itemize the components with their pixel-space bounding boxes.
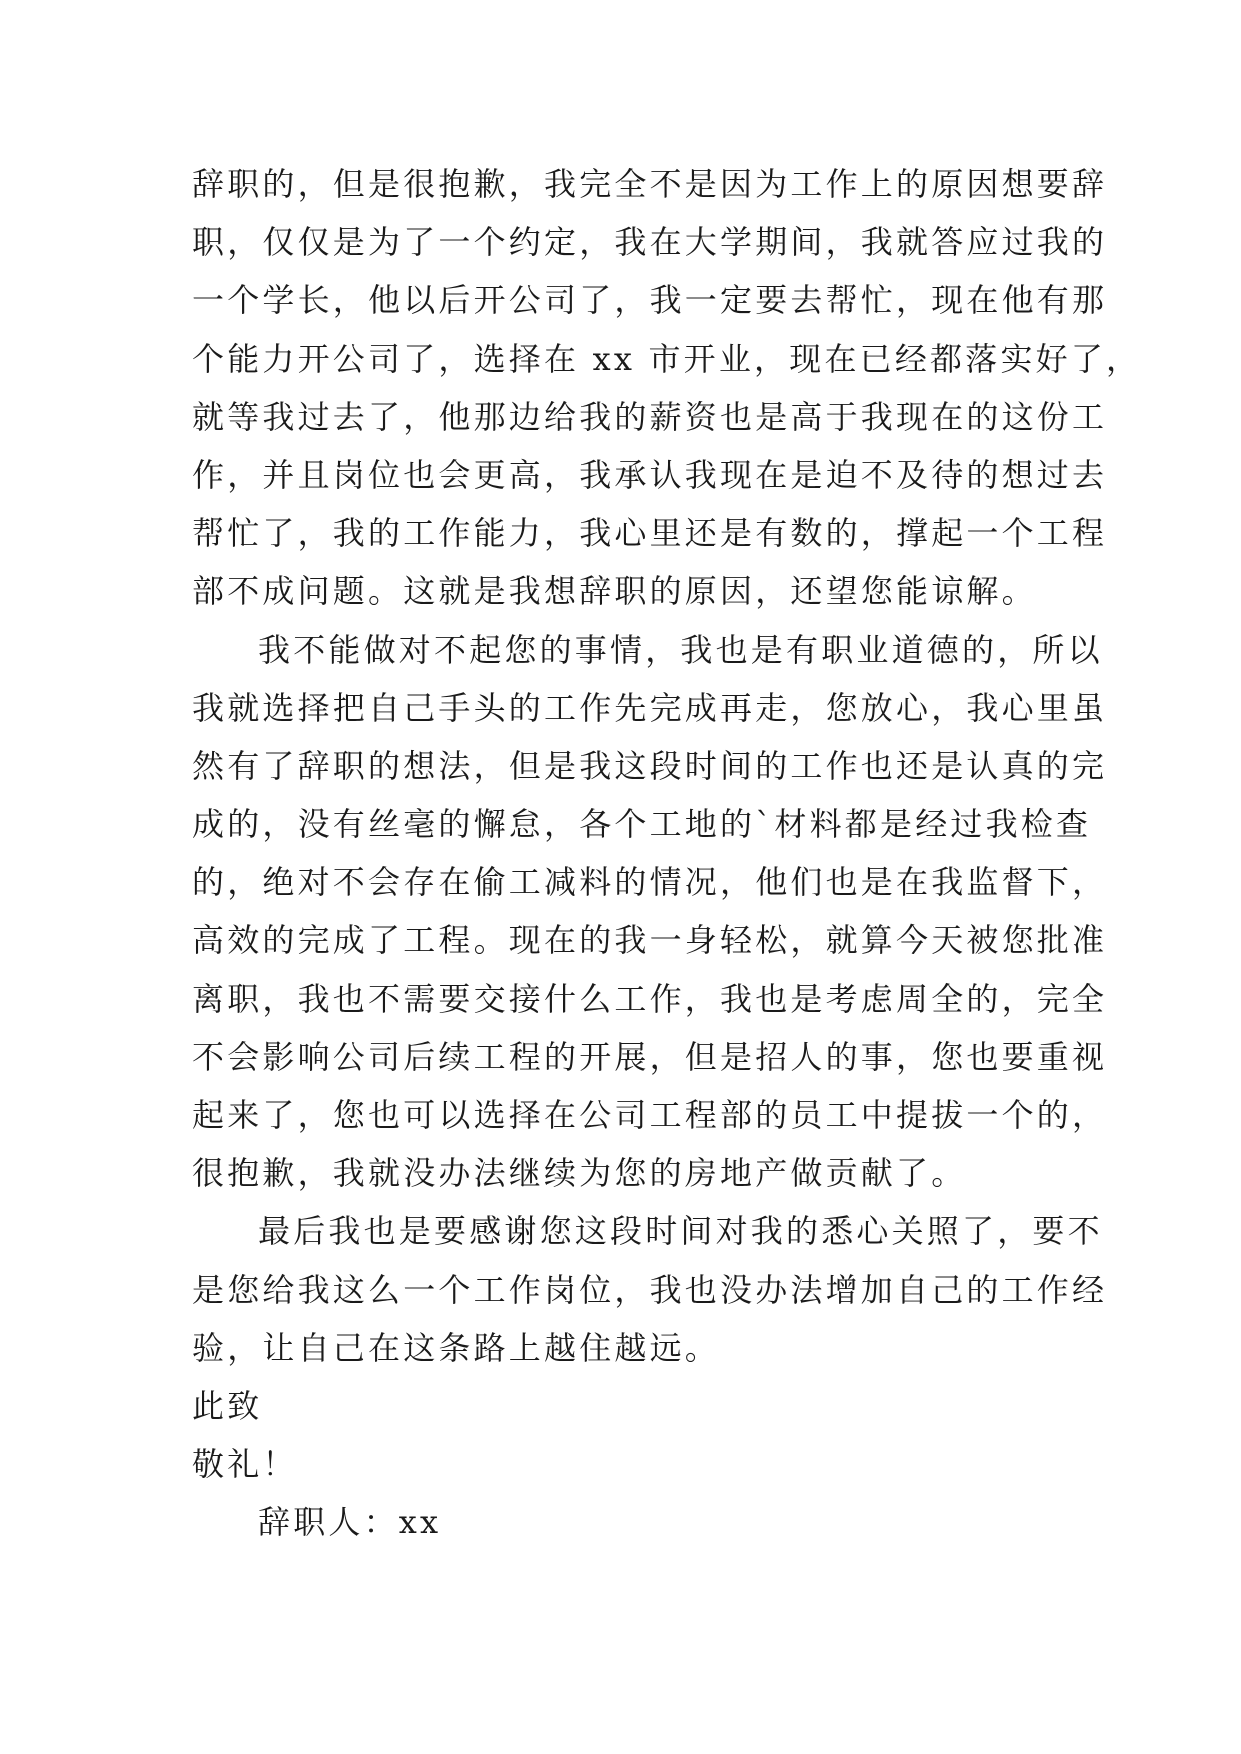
paragraph-2-line: 离职，我也不需要交接什么工作，我也是考虑周全的，完全 — [192, 979, 1108, 1018]
paragraph-3-line: 验，让自己在这条路上越住越远。 — [192, 1328, 721, 1367]
letter-body — [192, 155, 1142, 1552]
paragraph-1-line: 一个学长，他以后开公司了，我一定要去帮忙，现在他有那 — [192, 281, 1108, 320]
paragraph-3-line: 最后我也是要感谢您这段时间对我的悉心关照了，要不 — [258, 1212, 1103, 1251]
paragraph-1-line: 帮忙了，我的工作能力，我心里还是有数的，撑起一个工程 — [192, 514, 1108, 553]
paragraph-1-line: 辞职的，但是很抱歉，我完全不是因为工作上的原因想要辞 — [192, 165, 1108, 203]
paragraph-2-line: 起来了，您也可以选择在公司工程部的员工中提拔一个的， — [192, 1096, 1108, 1134]
paragraph-2-line: 然有了辞职的想法，但是我这段时间的工作也还是认真的完 — [192, 746, 1108, 785]
closing-salutation: 此致 — [192, 1386, 263, 1425]
paragraph-2-line: 高效的完成了工程。现在的我一身轻松，就算今天被您批准 — [192, 921, 1108, 960]
paragraph-3-line: 是您给我这么一个工作岗位，我也没办法增加自己的工作经 — [192, 1270, 1108, 1309]
paragraph-2-line: 很抱歉，我就没办法继续为您的房地产做贡献了。 — [192, 1154, 967, 1193]
paragraph-2-line: 我不能做对不起您的事情，我也是有职业道德的，所以 — [258, 630, 1103, 669]
paragraph-1-line: 职，仅仅是为了一个约定，我在大学期间，我就答应过我的 — [192, 223, 1108, 262]
paragraph-1-line: 个能力开公司了，选择在 xx 市开业，现在已经都落实好了， — [192, 339, 1142, 378]
paragraph-2-line: 成的，没有丝毫的懈怠，各个工地的`材料都是经过我检查 — [192, 805, 1092, 844]
paragraph-2-line: 的，绝对不会存在偷工减料的情况，他们也是在我监督下， — [192, 863, 1108, 902]
paragraph-1-line: 就等我过去了，他那边给我的薪资也是高于我现在的这份工 — [192, 397, 1108, 436]
paragraph-1-line: 部不成问题。这就是我想辞职的原因，还望您能谅解。 — [192, 572, 1037, 611]
paragraph-1-line: 作，并且岗位也会更高，我承认我现在是迫不及待的想过去 — [192, 455, 1108, 494]
paragraph-2-line: 不会影响公司后续工程的开展，但是招人的事，您也要重视 — [192, 1037, 1108, 1076]
signature-line: 辞职人：xx — [258, 1503, 442, 1542]
closing-regards: 敬礼！ — [192, 1445, 298, 1484]
paragraph-2-line: 我就选择把自己手头的工作先完成再走，您放心，我心里虽 — [192, 688, 1108, 727]
